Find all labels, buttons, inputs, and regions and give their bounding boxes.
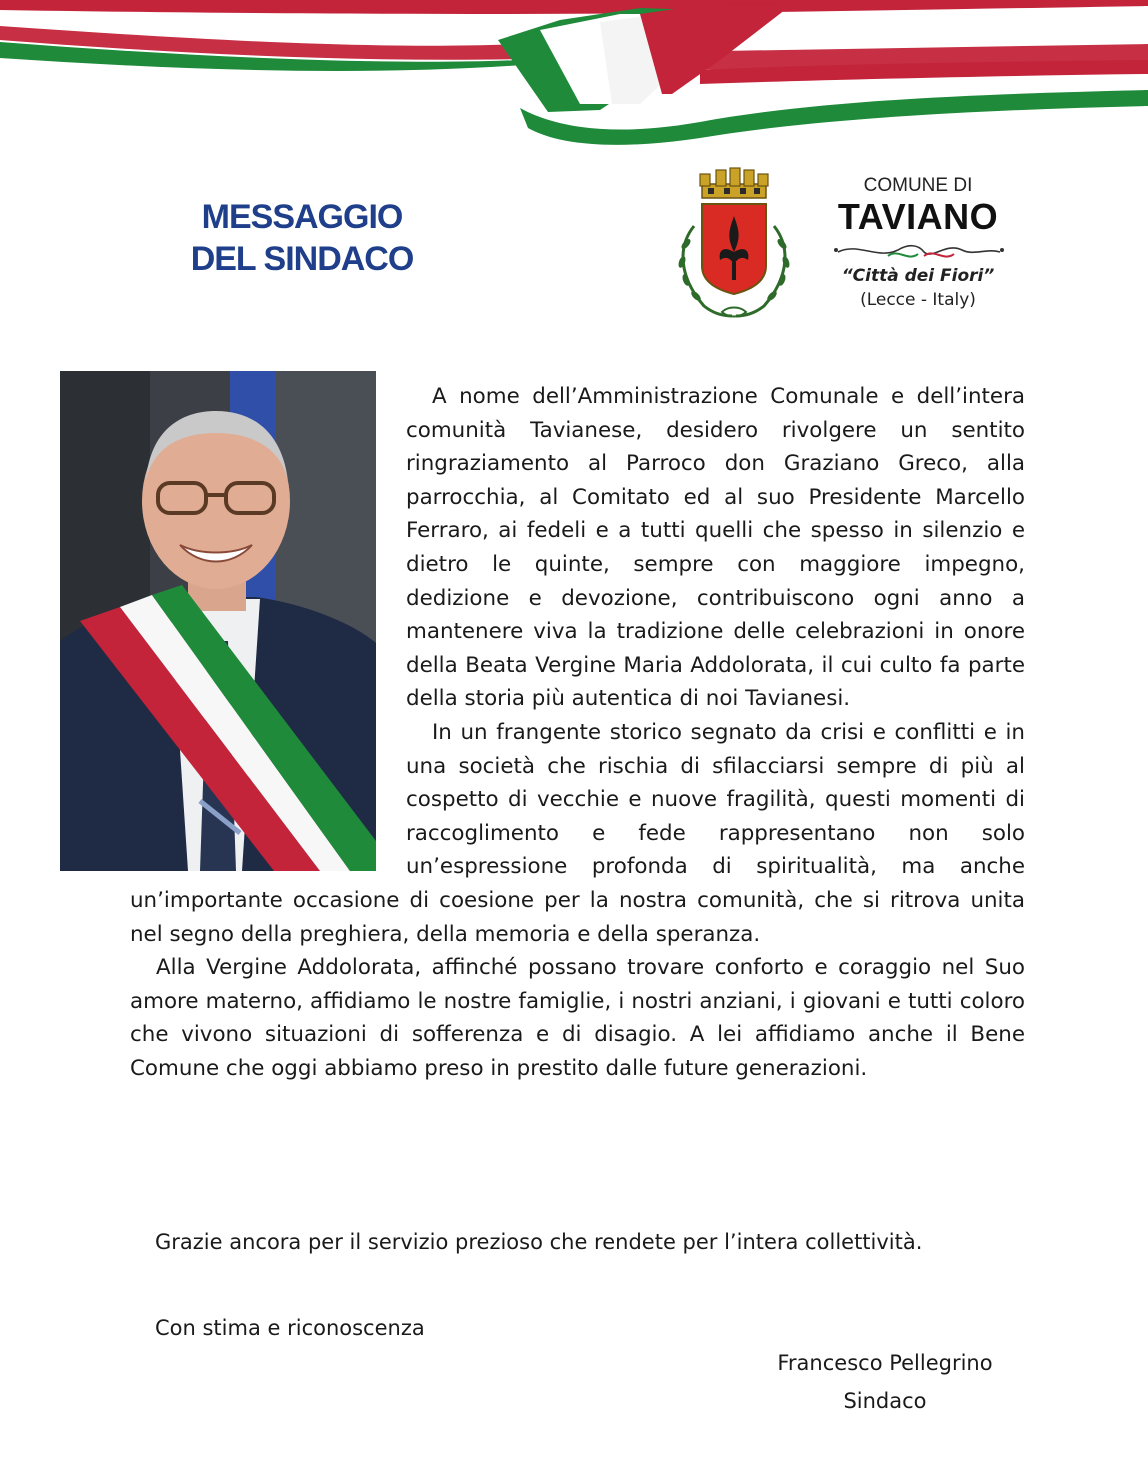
comune-name: TAVIANO: [837, 196, 999, 237]
letter-paragraph-3: Alla Vergine Addolorata, affinché possano trovare conforto e coraggio nel Suo amore materno, affidiamo le nostre famiglie, i nostri anziani, i giovani e tutti coloro che vivono situazioni di sofferenza e di disagio. A lei affidiamo anche il Bene Comune che oggi abbiamo preso in prestito dalle future generazioni.: [130, 955, 1025, 1081]
comune-motto: “Città dei Fiori”: [841, 266, 995, 286]
comune-place: (Lecce - Italy): [860, 290, 976, 310]
signature-block: [760, 1344, 1010, 1420]
comune-di-label: COMUNE DI: [863, 175, 973, 196]
letter-body: [130, 380, 1025, 1085]
thanks-line: Grazie ancora per il servizio prezioso che rendete per l’intera collettività.: [155, 1230, 923, 1254]
flourish-icon: [828, 238, 1008, 264]
tricolor-ribbon: [0, 0, 1148, 160]
signer-role: Sindaco: [843, 1389, 927, 1413]
letter-paragraph-2: In un frangente storico segnato da crisi e conflitti e in una società che rischia di sfilacciarsi sempre di più al cospetto di vecchie e nuove fragilità, questi momenti di raccoglimento e fede rappresentano non solo un’espressione profonda di spiritualità, ma anche un’importante occasione di coesione per la nostra comunità, che si ritrova unita nel segno della preghiera, della memoria e della speranza.: [130, 719, 1025, 947]
coat-of-arms-icon: [664, 166, 804, 326]
farewell-line: Con stima e riconoscenza: [155, 1316, 425, 1340]
photo-wrap-spacer: [130, 380, 406, 876]
letter-paragraph-1: A nome dell’Amministrazione Comunale e dell’intera comunità Tavianese, desidero rivolgere un sentito ringraziamento al Parroco don Graziano Greco, alla parrocchia, al Comitato ed al suo Presidente Marcello Ferraro, ai fedeli e a tutti quelli che spesso in silenzio e dietro le quinte, sempre con maggiore impegno, dedizione e devozione, contribuiscono ogni anno a mantenere viva la tradizione delle celebrazioni in onore della Beata Vergine Maria Addolorata, il cui culto fa parte della storia più autentica di noi Tavianesi.: [406, 384, 1025, 712]
title-line-2: DEL SINDACO: [190, 240, 414, 278]
title-line-1: MESSAGGIO: [201, 198, 403, 236]
page-title: [172, 196, 432, 280]
comune-logo: [818, 174, 1018, 312]
signer-name: Francesco Pellegrino: [777, 1351, 993, 1375]
